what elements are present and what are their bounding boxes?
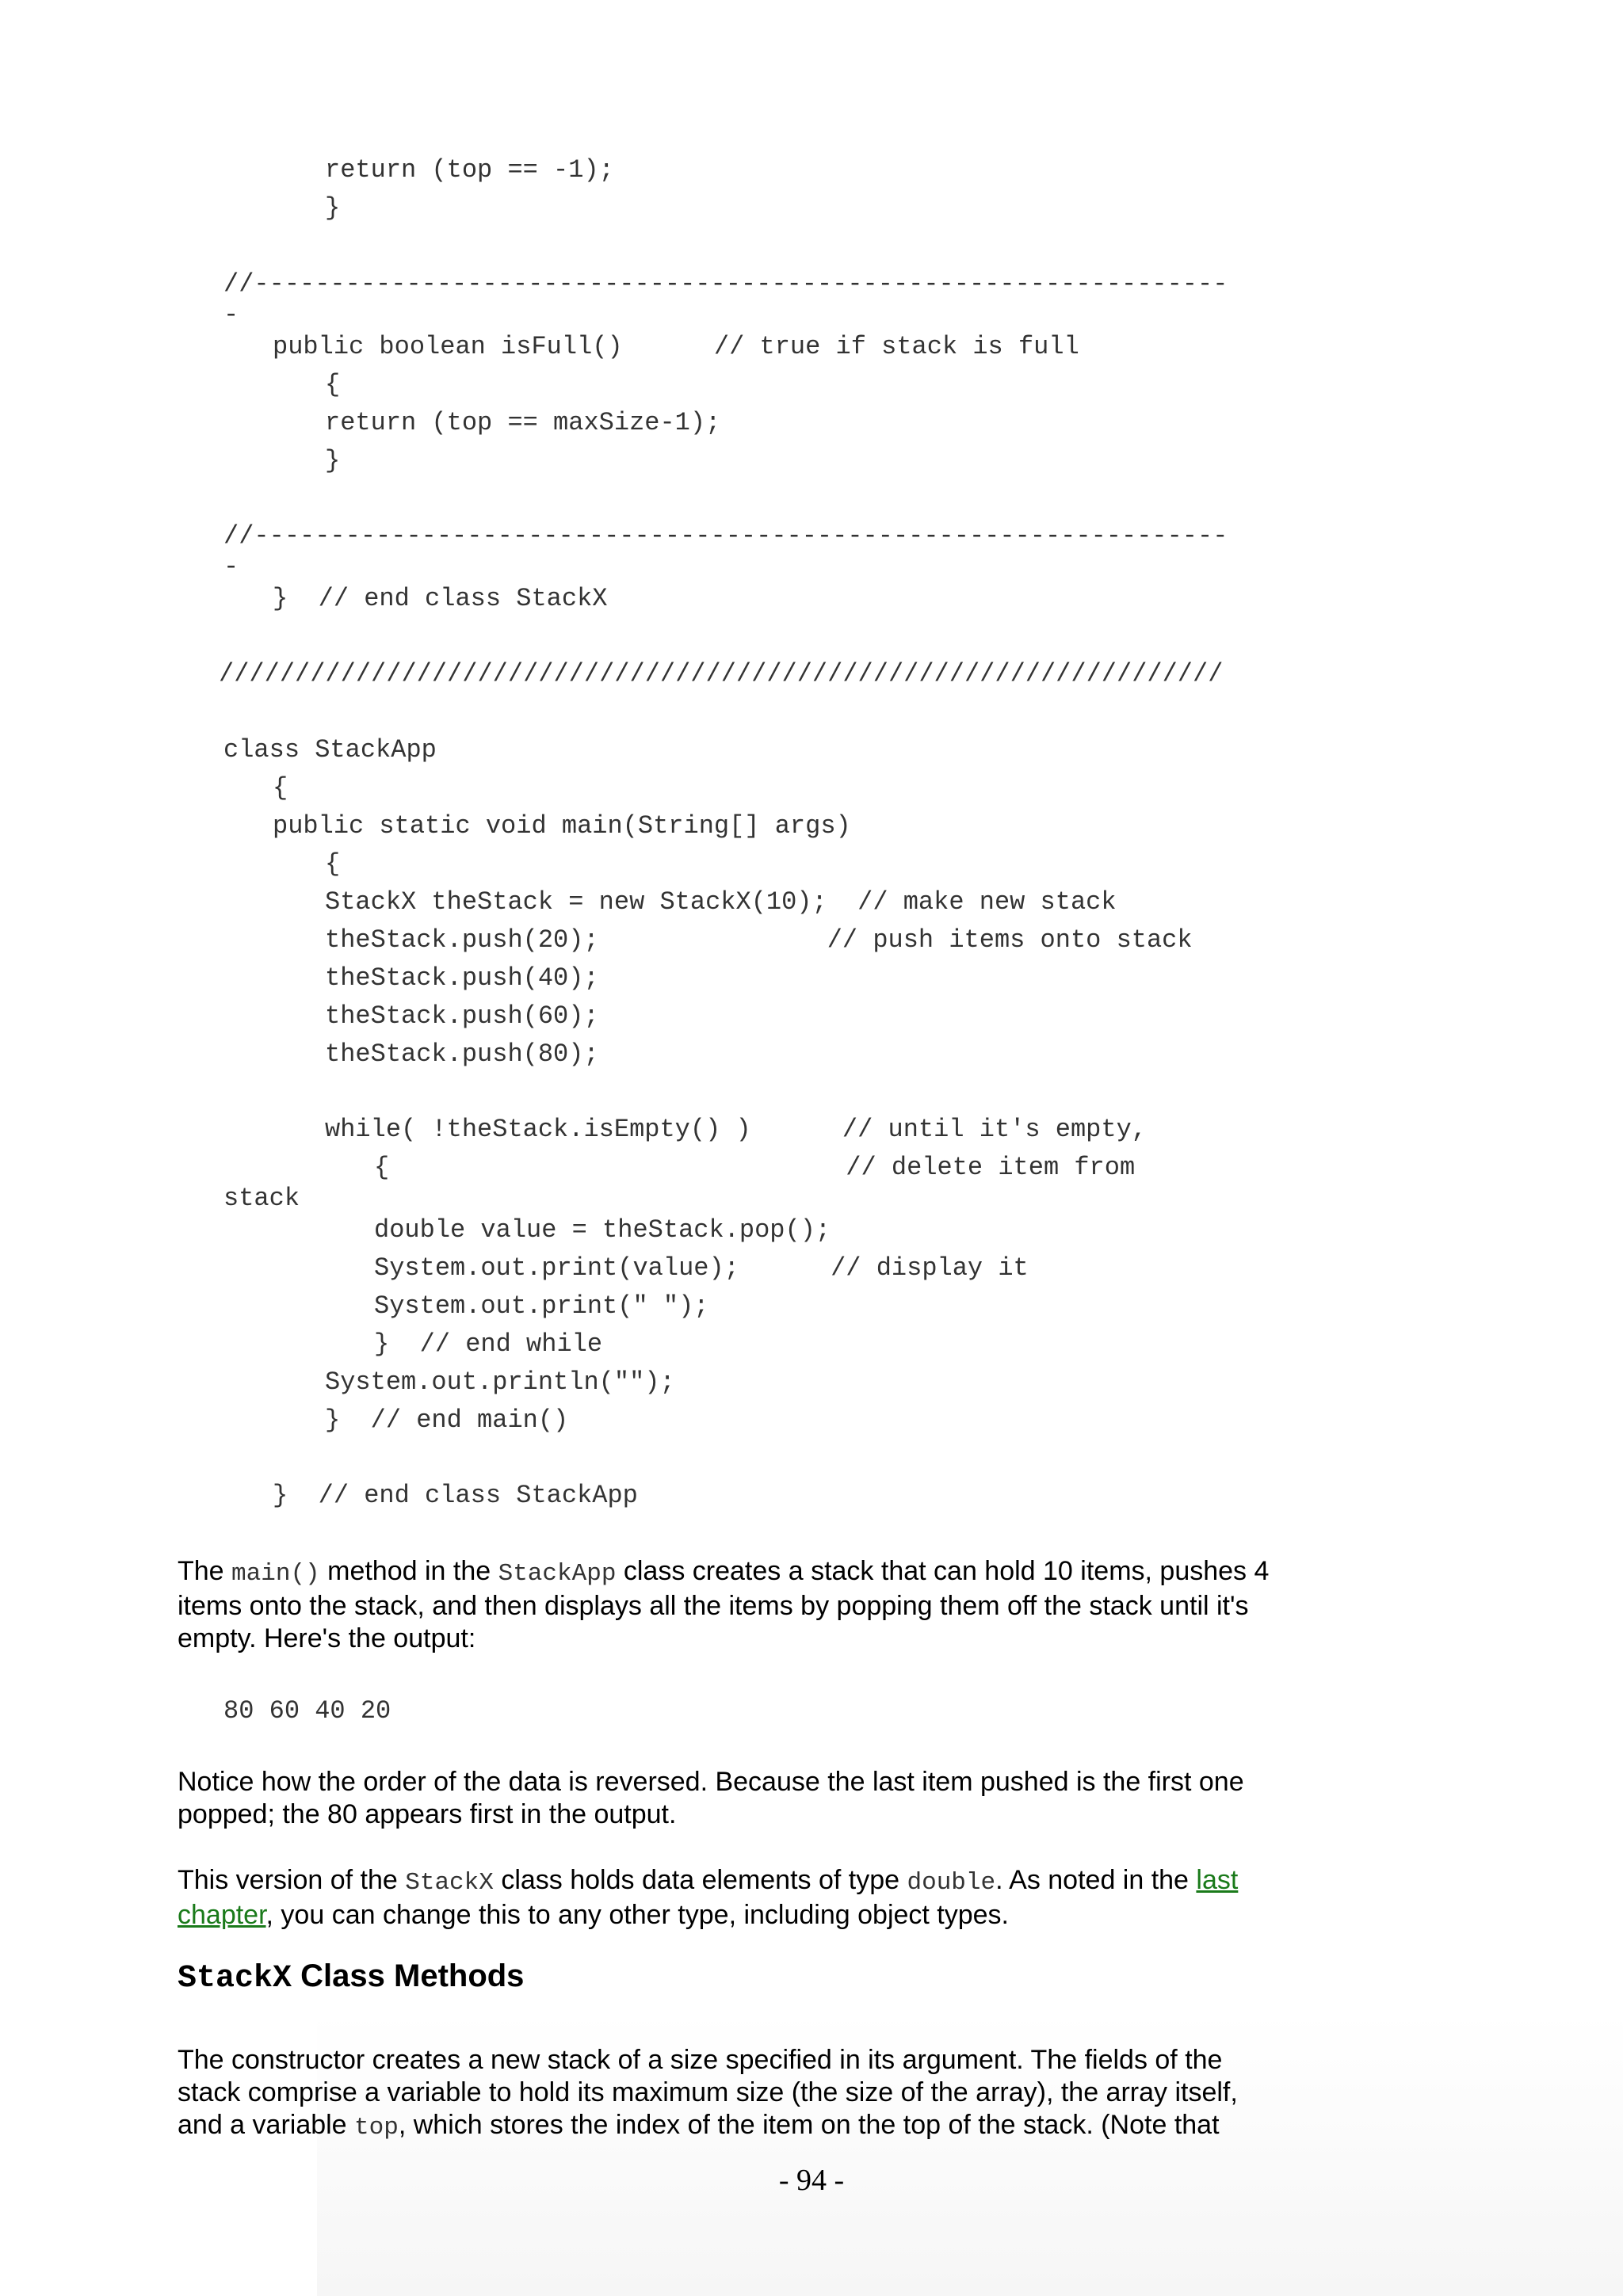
section-heading: StackX Class Methods	[178, 1958, 525, 1997]
code-line: } // end while	[374, 1329, 603, 1359]
code-line: theStack.push(40);	[325, 963, 599, 993]
code-line: {	[325, 849, 341, 879]
output-sample: 80 60 40 20	[223, 1696, 391, 1726]
inline-code: double	[907, 1869, 996, 1897]
inline-code: top	[354, 2114, 399, 2142]
last-chapter-link[interactable]: last chapter	[178, 1865, 1239, 1930]
code-line: -	[223, 300, 239, 330]
code-line: public static void main(String[] args)	[273, 811, 851, 841]
code-line: } // end class StackApp	[273, 1481, 638, 1510]
code-line: { // delete item from	[374, 1153, 1136, 1182]
code-line: } // end class StackX	[273, 584, 608, 613]
code-line: return (top == maxSize-1);	[325, 408, 721, 437]
inline-code: main()	[231, 1560, 320, 1588]
code-line: //----------------------------------------------------------------	[223, 269, 1228, 299]
code-line: System.out.print(value); // display it	[374, 1253, 1029, 1283]
code-line: theStack.push(20); // push items onto stack	[325, 925, 1193, 955]
code-line: while( !theStack.isEmpty() ) // until it's empty,	[325, 1115, 1147, 1144]
code-line: } // end main()	[325, 1405, 569, 1435]
paragraph-constructor: The constructor creates a new stack of a size specified in its argument. The fields of the stack comprise a variable to hold its maximum size (the size of the array), the array itself, and a variable top, which stores the index of the item on the top of the stack. (Note that	[178, 2045, 1238, 2142]
code-line: System.out.println("");	[325, 1367, 675, 1397]
code-line: //////////////////////////////////////////////////////////////////	[219, 659, 1224, 688]
code-line: theStack.push(60);	[325, 1001, 599, 1031]
inline-code: StackApp	[498, 1560, 617, 1588]
code-line: -	[223, 552, 239, 582]
paragraph-type-note: This version of the StackX class holds data elements of type double. As noted in the last chapter, you can change this to any other type, including object types.	[178, 1865, 1239, 1930]
code-line: class StackApp	[223, 735, 437, 765]
code-line: }	[325, 446, 341, 475]
page-number: - 94 -	[778, 2164, 845, 2197]
code-line: double value = theStack.pop();	[374, 1215, 831, 1245]
code-line: stack	[223, 1184, 300, 1213]
code-line: {	[273, 773, 288, 803]
code-line: //----------------------------------------------------------------	[223, 521, 1228, 551]
code-line: return (top == -1);	[325, 155, 614, 185]
code-line: }	[325, 193, 341, 223]
code-line: System.out.print(" ");	[374, 1291, 709, 1321]
code-line: StackX theStack = new StackX(10); // make new stack	[325, 887, 1117, 917]
paragraph-order-reversed: Notice how the order of the data is reversed. Because the last item pushed is the first one popped; the 80 appears first in the output.	[178, 1767, 1244, 1829]
inline-code: StackX	[405, 1869, 494, 1897]
code-line: theStack.push(80);	[325, 1039, 599, 1069]
code-line: {	[325, 370, 341, 399]
paragraph-main-description: The main() method in the StackApp class creates a stack that can hold 10 items, pushes 4 items onto the stack, and then displays all the items by popping them off the stack until it's empty. Here's the output:	[178, 1556, 1270, 1653]
code-line: public boolean isFull() // true if stack is full	[273, 332, 1079, 361]
